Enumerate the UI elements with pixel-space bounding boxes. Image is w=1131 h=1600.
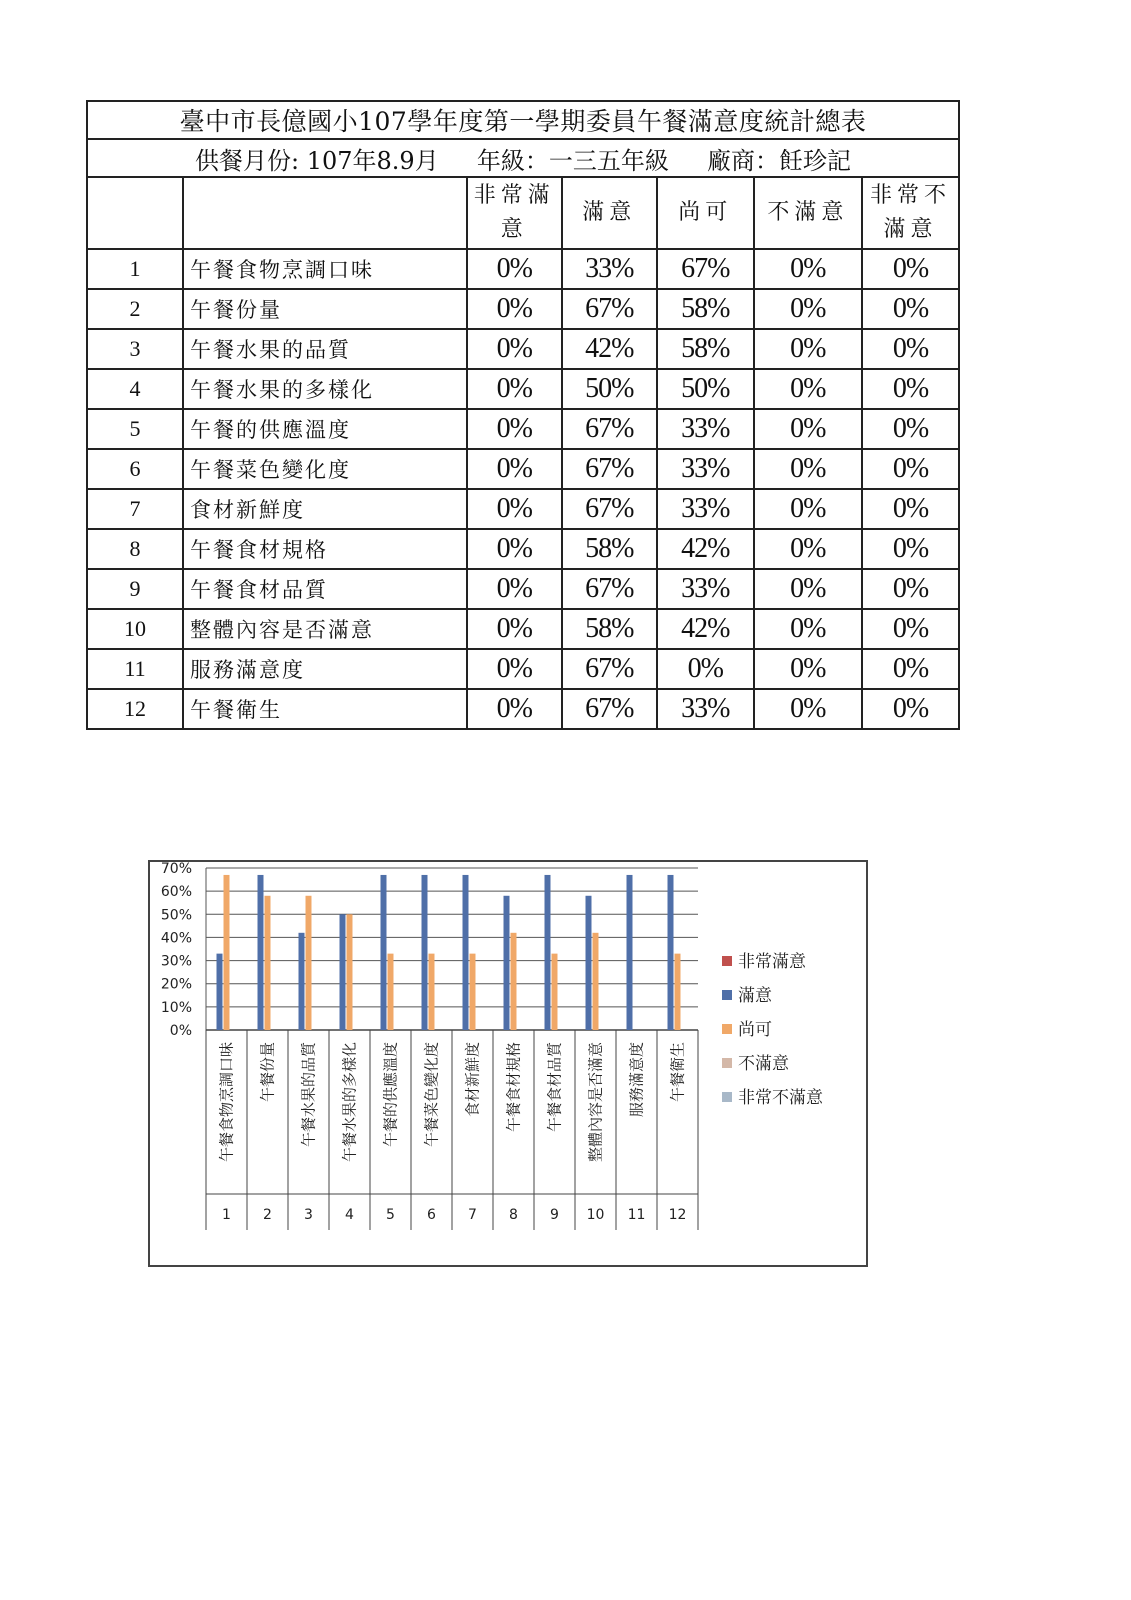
row-item: 午餐食材規格 [183,529,467,569]
category-number: 9 [550,1207,559,1223]
row-item: 服務滿意度 [183,649,467,689]
cell-very-unsatisfied: 0% [862,369,959,409]
legend-swatch [722,990,732,1000]
legend-label: 不滿意 [738,1054,789,1074]
table-row [87,609,959,649]
cell-acceptable: 33% [657,449,754,489]
header-item [183,177,467,249]
cell-satisfied: 67% [562,289,657,329]
bar [299,933,305,1030]
cell-satisfied: 67% [562,449,657,489]
header-number [87,177,183,249]
cell-acceptable: 0% [657,649,754,689]
header-row [87,177,959,249]
cell-very-unsatisfied: 0% [862,489,959,529]
cell-unsatisfied: 0% [754,369,862,409]
header-very-unsatisfied: 非常不滿意 [862,177,959,249]
y-tick-label: 50% [160,907,192,924]
row-number: 12 [87,689,183,729]
cell-unsatisfied: 0% [754,489,862,529]
category-number: 1 [222,1207,231,1223]
cell-very-satisfied: 0% [467,649,562,689]
row-number: 6 [87,449,183,489]
row-item: 整體內容是否滿意 [183,609,467,649]
legend-swatch [722,1092,732,1102]
header-acceptable: 尚可 [657,177,754,249]
cell-satisfied: 58% [562,609,657,649]
table-row [87,649,959,689]
y-tick-label: 40% [160,930,192,947]
table-title: 臺中市長億國小107學年度第一學期委員午餐滿意度統計總表 [87,101,959,139]
bar [429,954,435,1030]
cell-unsatisfied: 0% [754,449,862,489]
category-number: 4 [345,1207,354,1223]
header-unsatisfied: 不滿意 [754,177,862,249]
category-number: 12 [668,1207,687,1223]
bar [388,954,394,1030]
category-label: 午餐水果的品質 [299,1042,318,1148]
category-label: 午餐菜色變化度 [422,1042,441,1148]
row-number: 8 [87,529,183,569]
cell-very-satisfied: 0% [467,449,562,489]
cell-unsatisfied: 0% [754,569,862,609]
cell-satisfied: 58% [562,529,657,569]
row-item: 午餐食物烹調口味 [183,249,467,289]
bar [470,954,476,1030]
category-label: 午餐食材品質 [545,1042,564,1133]
cell-very-satisfied: 0% [467,409,562,449]
table-row [87,289,959,329]
cell-very-unsatisfied: 0% [862,689,959,729]
bar [340,914,346,1030]
row-item: 午餐水果的品質 [183,329,467,369]
category-number: 7 [468,1207,477,1223]
row-number: 5 [87,409,183,449]
row-number: 7 [87,489,183,529]
y-tick-label: 10% [160,999,192,1016]
legend-label: 非常滿意 [738,952,806,972]
bar [258,875,264,1030]
legend-swatch [722,1024,732,1034]
chart-svg [150,862,866,1265]
category-label: 食材新鮮度 [463,1042,482,1118]
cell-unsatisfied: 0% [754,529,862,569]
row-number: 4 [87,369,183,409]
y-tick-label: 20% [160,976,192,993]
category-label: 午餐食材規格 [504,1042,523,1133]
row-item: 午餐衛生 [183,689,467,729]
cell-very-satisfied: 0% [467,609,562,649]
cell-acceptable: 33% [657,489,754,529]
bar [381,875,387,1030]
bar [668,875,674,1030]
bar [627,875,633,1030]
row-item: 食材新鮮度 [183,489,467,529]
cell-unsatisfied: 0% [754,409,862,449]
cell-very-unsatisfied: 0% [862,249,959,289]
category-number: 11 [627,1207,646,1223]
legend-label: 滿意 [738,986,772,1006]
row-item: 午餐份量 [183,289,467,329]
row-number: 2 [87,289,183,329]
y-tick-label: 60% [160,884,192,901]
y-tick-label: 0% [169,1023,192,1039]
row-item: 午餐食材品質 [183,569,467,609]
table-row [87,329,959,369]
row-item: 午餐菜色變化度 [183,449,467,489]
table-row [87,369,959,409]
bar [422,875,428,1030]
survey-summary-table [86,100,960,730]
cell-satisfied: 67% [562,409,657,449]
cell-very-unsatisfied: 0% [862,529,959,569]
cell-unsatisfied: 0% [754,609,862,649]
category-label: 午餐衛生 [668,1042,687,1103]
cell-unsatisfied: 0% [754,249,862,289]
cell-unsatisfied: 0% [754,289,862,329]
bar [265,896,271,1030]
category-label: 整體內容是否滿意 [586,1042,605,1163]
cell-very-unsatisfied: 0% [862,409,959,449]
table-row [87,569,959,609]
category-label: 午餐份量 [258,1042,277,1103]
bar [552,954,558,1030]
header-very-satisfied: 非常滿意 [467,177,562,249]
cell-very-satisfied: 0% [467,529,562,569]
bar [504,896,510,1030]
bar [306,896,312,1030]
header-satisfied: 滿意 [562,177,657,249]
cell-very-satisfied: 0% [467,329,562,369]
table-row [87,409,959,449]
cell-very-unsatisfied: 0% [862,449,959,489]
cell-unsatisfied: 0% [754,689,862,729]
cell-acceptable: 33% [657,409,754,449]
category-number: 3 [304,1207,313,1223]
bar [511,933,517,1030]
cell-very-unsatisfied: 0% [862,289,959,329]
bar [224,875,230,1030]
cell-unsatisfied: 0% [754,649,862,689]
cell-very-satisfied: 0% [467,369,562,409]
bar [675,954,681,1030]
row-item: 午餐水果的多樣化 [183,369,467,409]
table-body [87,249,959,729]
cell-very-satisfied: 0% [467,689,562,729]
cell-very-unsatisfied: 0% [862,649,959,689]
bar [463,875,469,1030]
y-tick-label: 30% [160,953,192,970]
satisfaction-bar-chart [148,860,868,1267]
legend-label: 尚可 [738,1020,772,1040]
cell-very-unsatisfied: 0% [862,329,959,369]
bar [545,875,551,1030]
bar [586,896,592,1030]
legend-label: 非常不滿意 [738,1088,823,1108]
category-label: 服務滿意度 [627,1042,646,1118]
category-number: 8 [509,1207,518,1223]
cell-satisfied: 67% [562,489,657,529]
row-number: 9 [87,569,183,609]
cell-very-satisfied: 0% [467,489,562,529]
cell-unsatisfied: 0% [754,329,862,369]
cell-satisfied: 50% [562,369,657,409]
table-row [87,529,959,569]
bar [217,954,223,1030]
cell-very-satisfied: 0% [467,569,562,609]
cell-acceptable: 58% [657,329,754,369]
cell-very-satisfied: 0% [467,289,562,329]
cell-acceptable: 67% [657,249,754,289]
cell-acceptable: 58% [657,289,754,329]
table-row [87,449,959,489]
category-number: 5 [386,1207,395,1223]
row-number: 1 [87,249,183,289]
cell-very-satisfied: 0% [467,249,562,289]
legend-swatch [722,1058,732,1068]
cell-satisfied: 67% [562,689,657,729]
cell-acceptable: 50% [657,369,754,409]
cell-satisfied: 33% [562,249,657,289]
cell-satisfied: 67% [562,649,657,689]
category-label: 午餐食物烹調口味 [217,1042,236,1163]
cell-acceptable: 42% [657,609,754,649]
legend-swatch [722,956,732,966]
category-label: 午餐的供應溫度 [381,1042,400,1148]
cell-satisfied: 42% [562,329,657,369]
table-row [87,689,959,729]
bar [593,933,599,1030]
category-number: 10 [586,1207,605,1223]
row-item: 午餐的供應溫度 [183,409,467,449]
category-label: 午餐水果的多樣化 [340,1042,359,1163]
table-row [87,249,959,289]
supply-info-line: 供餐月份: 107年8.9月 年級：一三五年級 廠商：飪珍記 [87,139,959,177]
cell-very-unsatisfied: 0% [862,569,959,609]
cell-acceptable: 42% [657,529,754,569]
row-number: 3 [87,329,183,369]
table-row [87,489,959,529]
cell-satisfied: 67% [562,569,657,609]
bar [347,914,353,1030]
category-number: 2 [263,1207,272,1223]
row-number: 10 [87,609,183,649]
category-number: 6 [427,1207,436,1223]
row-number: 11 [87,649,183,689]
cell-acceptable: 33% [657,689,754,729]
cell-very-unsatisfied: 0% [862,609,959,649]
y-tick-label: 70% [160,862,192,877]
cell-acceptable: 33% [657,569,754,609]
